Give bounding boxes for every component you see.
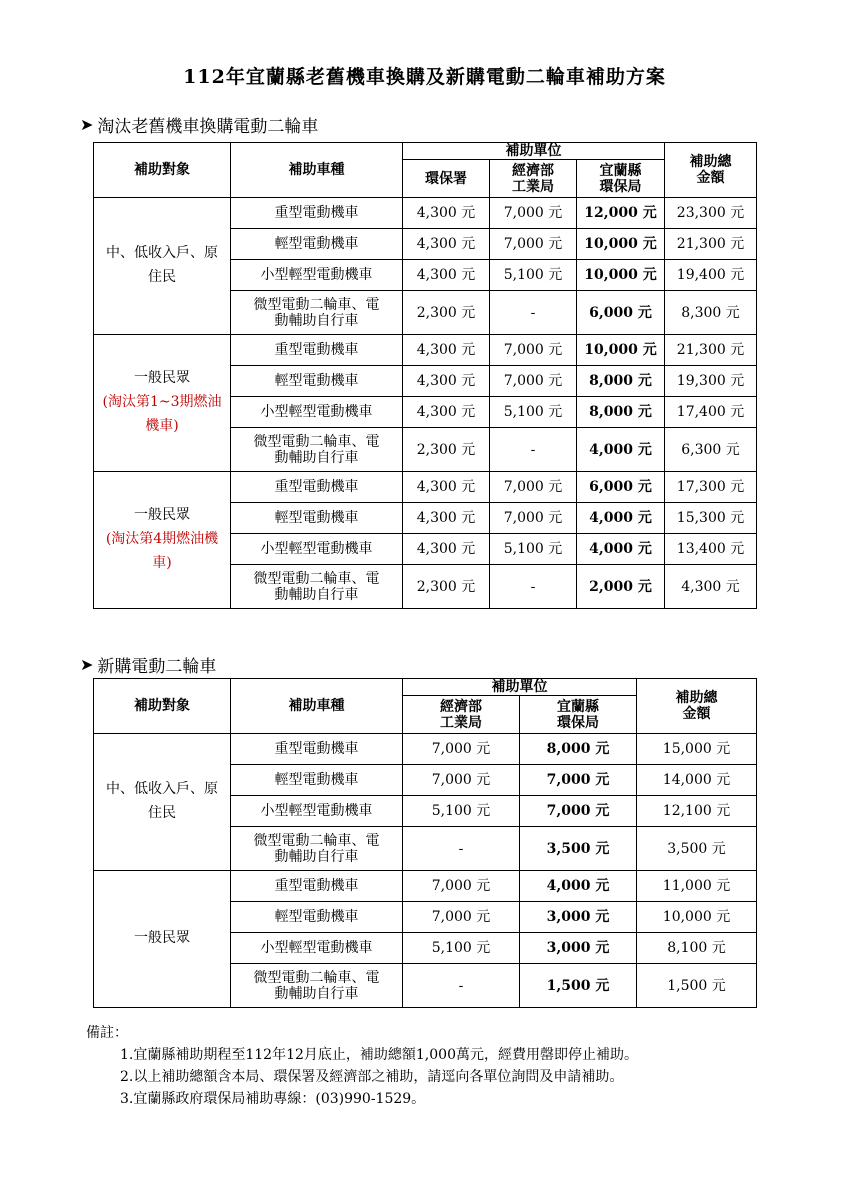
header-vehicle: 補助車種 [231,679,403,734]
yilan-cell: 3,000 元 [520,933,637,964]
vehicle-cell: 微型電動二輪車、電動輔助自行車 [231,827,403,871]
header-vehicle: 補助車種 [231,143,403,198]
total-cell: 21,300 元 [665,335,757,366]
header-units: 補助單位 [403,143,665,160]
group-cell [94,871,231,1008]
yilan-cell: 4,000 元 [520,871,637,902]
arrow-right-icon: ➤ [80,115,94,134]
yilan-cell: 4,000 元 [577,428,665,472]
section1-heading [80,112,318,137]
total-cell: 11,000 元 [637,871,757,902]
total-cell: 17,400 元 [665,397,757,428]
total-cell: 8,300 元 [665,291,757,335]
table-row [94,472,757,503]
total-cell: 12,100 元 [637,796,757,827]
epa-cell: 2,300 元 [403,565,490,609]
table-row [94,335,757,366]
header-moea: 經濟部工業局 [490,160,577,198]
table-row [94,871,757,902]
yilan-cell: 8,000 元 [520,734,637,765]
total-cell: 13,400 元 [665,534,757,565]
group-cell [94,734,231,871]
group-cell [94,335,231,472]
total-cell: 3,500 元 [637,827,757,871]
group-label: 一般民眾 [134,507,190,524]
vehicle-cell: 重型電動機車 [231,871,403,902]
header-yilan: 宜蘭縣環保局 [577,160,665,198]
notes-heading: 備註： [86,1025,128,1041]
vehicle-cell: 小型輕型電動機車 [231,933,403,964]
header-epa: 環保署 [403,160,490,198]
group-label: 一般民眾 [134,930,190,947]
yilan-cell: 8,000 元 [577,397,665,428]
vehicle-cell: 微型電動二輪車、電動輔助自行車 [231,964,403,1008]
epa-cell: 2,300 元 [403,291,490,335]
yilan-cell: 3,500 元 [520,827,637,871]
moea-cell: - [403,827,520,871]
yilan-cell: 3,000 元 [520,902,637,933]
section1-heading-text: 淘汰老舊機車換購電動二輪車 [97,117,319,137]
total-cell: 6,300 元 [665,428,757,472]
epa-cell: 4,300 元 [403,335,490,366]
header-target: 補助對象 [94,679,231,734]
vehicle-cell: 重型電動機車 [231,472,403,503]
total-cell: 8,100 元 [637,933,757,964]
total-cell: 17,300 元 [665,472,757,503]
arrow-right-icon: ➤ [80,655,94,674]
table-row [94,734,757,765]
moea-cell: - [490,428,577,472]
vehicle-cell: 輕型電動機車 [231,366,403,397]
table-row [94,198,757,229]
subsidy-table-new-purchase [93,678,757,1008]
total-cell: 4,300 元 [665,565,757,609]
note-item: 2.以上補助總額含本局、環保署及經濟部之補助，請逕向各單位詢問及申請補助。 [120,1069,624,1085]
epa-cell: 4,300 元 [403,260,490,291]
moea-cell: 5,100 元 [490,534,577,565]
vehicle-cell: 重型電動機車 [231,198,403,229]
moea-cell: 7,000 元 [490,198,577,229]
moea-cell: 7,000 元 [403,871,520,902]
vehicle-cell: 輕型電動機車 [231,902,403,933]
epa-cell: 4,300 元 [403,503,490,534]
group-label: 一般民眾 [134,370,190,387]
group-label: 中、低收入戶、原住民 [106,781,218,822]
note-item: 1.宜蘭縣補助期程至112年12月底止，補助總額1,000萬元，經費用罄即停止補助。 [120,1047,638,1063]
yilan-cell: 12,000 元 [577,198,665,229]
moea-cell: 5,100 元 [490,260,577,291]
vehicle-cell: 輕型電動機車 [231,765,403,796]
vehicle-cell: 重型電動機車 [231,734,403,765]
vehicle-cell: 小型輕型電動機車 [231,796,403,827]
epa-cell: 4,300 元 [403,229,490,260]
epa-cell: 4,300 元 [403,366,490,397]
moea-cell: 5,100 元 [403,933,520,964]
yilan-cell: 8,000 元 [577,366,665,397]
moea-cell: 5,100 元 [403,796,520,827]
group-cell [94,472,231,609]
vehicle-cell: 輕型電動機車 [231,229,403,260]
total-cell: 19,400 元 [665,260,757,291]
subsidy-table-replacement [93,142,757,609]
moea-cell: 5,100 元 [490,397,577,428]
yilan-cell: 10,000 元 [577,335,665,366]
header-target: 補助對象 [94,143,231,198]
notes [86,1022,638,1110]
moea-cell: 7,000 元 [490,335,577,366]
vehicle-cell: 重型電動機車 [231,335,403,366]
total-cell: 15,000 元 [637,734,757,765]
total-cell: 23,300 元 [665,198,757,229]
yilan-cell: 10,000 元 [577,260,665,291]
epa-cell: 2,300 元 [403,428,490,472]
page-title: 112年宜蘭縣老舊機車換購及新購電動二輪車補助方案 [183,66,666,88]
moea-cell: 7,000 元 [403,734,520,765]
group-note: (淘汰第1~3期燃油機車) [102,394,222,434]
total-cell: 10,000 元 [637,902,757,933]
vehicle-cell: 小型輕型電動機車 [231,260,403,291]
moea-cell: - [403,964,520,1008]
vehicle-cell: 微型電動二輪車、電動輔助自行車 [231,565,403,609]
total-cell: 15,300 元 [665,503,757,534]
yilan-cell: 10,000 元 [577,229,665,260]
note-item: 3.宜蘭縣政府環保局補助專線：(03)990-1529。 [120,1091,426,1107]
yilan-cell: 4,000 元 [577,534,665,565]
moea-cell: 7,000 元 [403,765,520,796]
header-yilan: 宜蘭縣環保局 [520,696,637,734]
total-cell: 21,300 元 [665,229,757,260]
group-note: (淘汰第4期燃油機車) [105,531,219,571]
yilan-cell: 6,000 元 [577,291,665,335]
moea-cell: 7,000 元 [490,472,577,503]
section2-heading-text: 新購電動二輪車 [97,657,217,677]
header-total: 補助總金額 [637,679,757,734]
moea-cell: 7,000 元 [490,366,577,397]
vehicle-cell: 小型輕型電動機車 [231,397,403,428]
yilan-cell: 7,000 元 [520,796,637,827]
yilan-cell: 2,000 元 [577,565,665,609]
moea-cell: 7,000 元 [490,229,577,260]
vehicle-cell: 微型電動二輪車、電動輔助自行車 [231,291,403,335]
yilan-cell: 6,000 元 [577,472,665,503]
total-cell: 1,500 元 [637,964,757,1008]
group-cell [94,198,231,335]
total-cell: 14,000 元 [637,765,757,796]
moea-cell: - [490,291,577,335]
moea-cell: 7,000 元 [403,902,520,933]
yilan-cell: 1,500 元 [520,964,637,1008]
yilan-cell: 4,000 元 [577,503,665,534]
section2-heading [80,652,216,677]
moea-cell: 7,000 元 [490,503,577,534]
group-label: 中、低收入戶、原住民 [106,245,218,286]
total-cell: 19,300 元 [665,366,757,397]
moea-cell: - [490,565,577,609]
epa-cell: 4,300 元 [403,397,490,428]
header-total: 補助總金額 [665,143,757,198]
epa-cell: 4,300 元 [403,198,490,229]
header-moea: 經濟部工業局 [403,696,520,734]
vehicle-cell: 輕型電動機車 [231,503,403,534]
epa-cell: 4,300 元 [403,534,490,565]
yilan-cell: 7,000 元 [520,765,637,796]
vehicle-cell: 小型輕型電動機車 [231,534,403,565]
header-units: 補助單位 [403,679,637,696]
vehicle-cell: 微型電動二輪車、電動輔助自行車 [231,428,403,472]
epa-cell: 4,300 元 [403,472,490,503]
